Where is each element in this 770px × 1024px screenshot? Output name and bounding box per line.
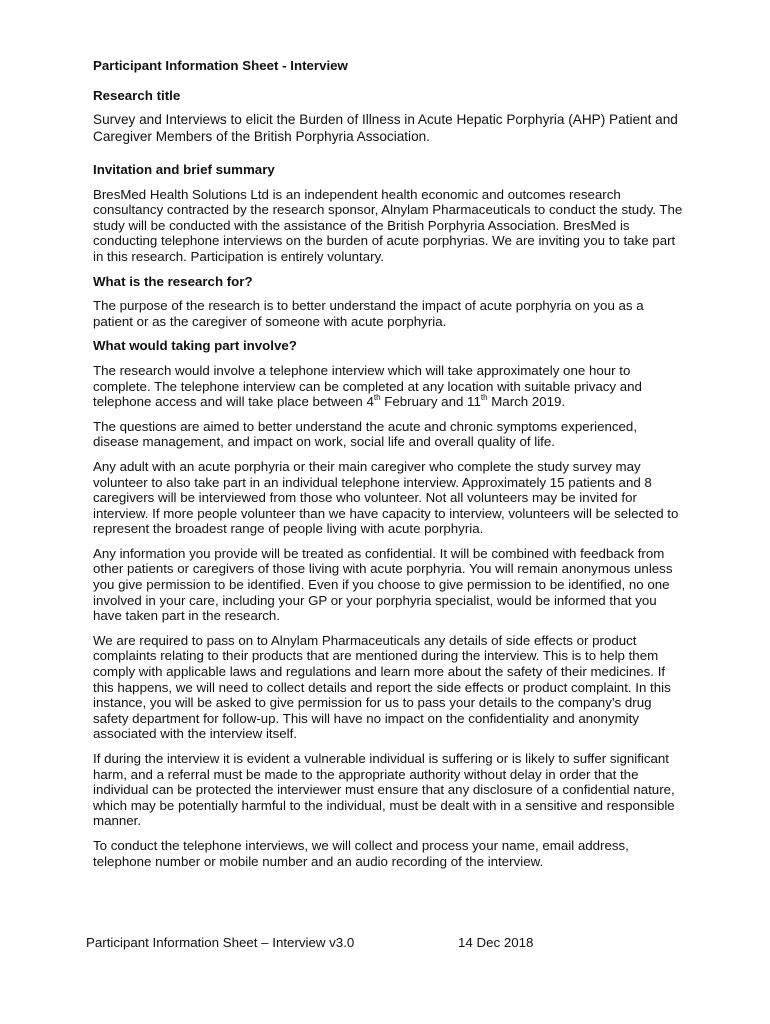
footer-date: 14 Dec 2018 (458, 935, 534, 950)
timing-text-before: The research would involve a telephone interview which will take approximately one hour to complete. The telephone interview can be completed at any location with suitable privacy and telephone access and will take place between 4 (93, 362, 642, 410)
timing-text-middle: February and 11 (380, 394, 481, 410)
section-heading-research-for: What is the research for? (93, 273, 253, 289)
paragraph-data-collection: To conduct the telephone interviews, we will collect and process your name, email address, telephone number or mobile number and an audio recording of the interview. (93, 837, 629, 869)
footer-document-version: Participant Information Sheet – Interview v3.0 (86, 935, 355, 950)
document-page (93, 58, 683, 878)
section-heading-invitation: Invitation and brief summary (93, 162, 275, 177)
research-title-text: Survey and Interviews to elicit the Burden of Illness in Acute Hepatic Porphyria (AHP) Patient and Caregiver Members of the British Porphyria Association. (93, 112, 678, 144)
timing-text-after: March 2019. (487, 394, 566, 410)
timing-sup-2: th (480, 393, 488, 403)
paragraph-interview-timing (93, 363, 683, 410)
research-title-heading: Research title (93, 87, 181, 103)
paragraph-side-effects: We are required to pass on to Alnylam Pharmaceuticals any details of side effects or product complaints relating to their products that are mentioned during the interview. This is to help them comply with applicable laws and regulations and learn more about the safety of their medicines. If this happens, we will need to collect details and report the side effects or product complaint. In this instance, you will be asked to give permission for us to pass your details to the company’s drug safety department for follow-up. This will have no impact on the confidentiality and anonymity associated with the interview itself. (93, 632, 671, 742)
section-heading-taking-part: What would taking part involve? (93, 338, 297, 354)
document-title: Participant Information Sheet - Interview (93, 58, 348, 73)
timing-sup-1: th (373, 393, 381, 403)
paragraph-vulnerable: If during the interview it is evident a vulnerable individual is suffering or is likely to suffer significant harm, and a referral must be made to the appropriate authority without delay in order that the individual can be protected the interviewer must ensure that any disclosure of a confidential nature, which may be potentially harmful to the individual, must be dealt with in a sensitive and responsible manner. (93, 751, 675, 829)
paragraph-volunteers: Any adult with an acute porphyria or their main caregiver who complete the study survey may volunteer to also take part in an individual telephone interview. Approximately 15 patients and 8 caregivers will be interviewed from those who volunteer. Not all volunteers may be invited for interview. If more people volunteer than we have capacity to interview, volunteers will be selected to represent the broadest range of people living with acute porphyria. (93, 458, 679, 537)
paragraph-questions: The questions are aimed to better understand the acute and chronic symptoms experienced, disease management, and impact on work, social life and overall quality of life. (93, 418, 638, 450)
paragraph-invitation: BresMed Health Solutions Ltd is an independent health economic and outcomes research consultancy contracted by the research sponsor, Alnylam Pharmaceuticals to conduct the study. The study will be conducted with the assistance of the British Porphyria Association. BresMed is conducting telephone interviews on the burden of acute porphyrias. We are inviting you to take part in this research. Participation is entirely voluntary. (93, 186, 683, 264)
paragraph-confidential: Any information you provide will be treated as confidential. It will be combined with feedback from other patients or caregivers of those living with acute porphyria. You will remain anonymous unless you give permission to be identified. Even if you choose to give permission to be identified, no one involved in your care, including your GP or your porphyria specialist, would be informed that you have taken part in the research. (93, 545, 673, 624)
paragraph-research-for: The purpose of the research is to better understand the impact of acute porphyria on you as a patient or as the caregiver of someone with acute porphyria. (93, 298, 644, 329)
